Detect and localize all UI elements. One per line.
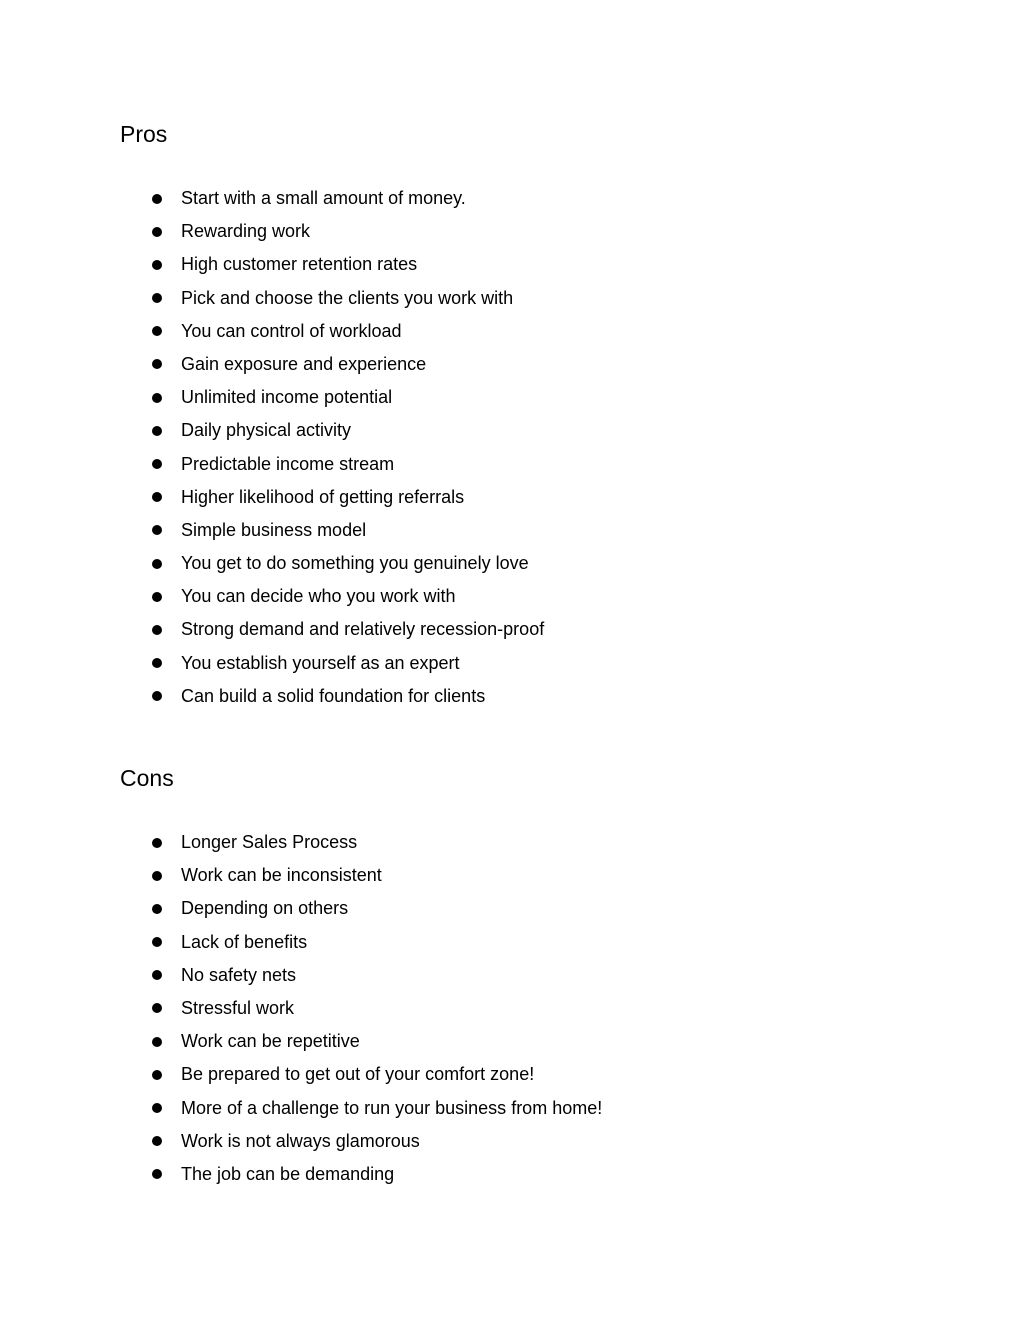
pros-item-text: Can build a solid foundation for clients — [181, 685, 486, 706]
pros-list-item — [120, 680, 544, 713]
pros-list-item — [120, 282, 544, 315]
pros-item-text: Rewarding work — [181, 221, 311, 242]
bullet-icon — [152, 658, 162, 668]
bullet-icon — [152, 326, 162, 336]
pros-list-item — [120, 348, 544, 381]
cons-list-item — [120, 992, 602, 1025]
bullet-icon — [152, 459, 162, 469]
cons-section — [120, 762, 900, 1184]
cons-item-text: No safety nets — [181, 964, 297, 985]
bullet-icon — [152, 1136, 162, 1146]
bullet-icon — [152, 227, 162, 237]
bullet-icon — [152, 1037, 162, 1047]
pros-list-item — [120, 448, 544, 481]
pros-item-text: Pick and choose the clients you work with — [181, 287, 514, 308]
pros-item-text: Gain exposure and experience — [181, 353, 427, 374]
bullet-icon — [152, 904, 162, 914]
pros-section — [120, 118, 900, 706]
cons-list-item — [120, 892, 602, 925]
cons-list-item — [120, 959, 602, 992]
pros-list-item — [120, 547, 544, 580]
pros-list-item — [120, 381, 544, 414]
pros-item-text: You can control of workload — [181, 320, 402, 341]
cons-list-item — [120, 1025, 602, 1058]
bullet-icon — [152, 1070, 162, 1080]
bullet-icon — [152, 293, 162, 303]
pros-item-text: Unlimited income potential — [181, 387, 393, 408]
pros-item-text: You establish yourself as an expert — [181, 652, 460, 673]
cons-list — [120, 826, 602, 1191]
pros-item-text: Predictable income stream — [181, 453, 395, 474]
cons-list-item — [120, 859, 602, 892]
cons-item-text: Stressful work — [181, 997, 295, 1018]
pros-item-text: Simple business model — [181, 519, 367, 540]
cons-list-item — [120, 1058, 602, 1091]
cons-item-text: Lack of benefits — [181, 931, 308, 952]
cons-item-text: Work can be inconsistent — [181, 865, 382, 886]
bullet-icon — [152, 1003, 162, 1013]
pros-list — [120, 182, 544, 713]
bullet-icon — [152, 625, 162, 635]
bullet-icon — [152, 691, 162, 701]
cons-item-text: More of a challenge to run your business from home! — [181, 1097, 603, 1118]
cons-item-text: Work can be repetitive — [181, 1031, 360, 1052]
pros-list-item — [120, 613, 544, 646]
bullet-icon — [152, 525, 162, 535]
cons-list-item — [120, 1125, 602, 1158]
pros-list-item — [120, 481, 544, 514]
cons-item-text: The job can be demanding — [181, 1163, 395, 1184]
pros-item-text: You can decide who you work with — [181, 586, 456, 607]
pros-list-item — [120, 647, 544, 680]
bullet-icon — [152, 559, 162, 569]
cons-heading: Cons — [120, 765, 174, 791]
pros-item-text: You get to do something you genuinely love — [181, 553, 529, 574]
pros-item-text: Higher likelihood of getting referrals — [181, 486, 465, 507]
bullet-icon — [152, 359, 162, 369]
bullet-icon — [152, 871, 162, 881]
bullet-icon — [152, 260, 162, 270]
bullet-icon — [152, 937, 162, 947]
cons-list-item — [120, 826, 602, 859]
cons-item-text: Work is not always glamorous — [181, 1130, 420, 1151]
bullet-icon — [152, 970, 162, 980]
bullet-icon — [152, 1103, 162, 1113]
cons-list-item — [120, 1092, 602, 1125]
bullet-icon — [152, 1169, 162, 1179]
cons-list-item — [120, 1158, 602, 1191]
bullet-icon — [152, 838, 162, 848]
bullet-icon — [152, 492, 162, 502]
pros-item-text: Strong demand and relatively recession-proof — [181, 619, 545, 640]
bullet-icon — [152, 592, 162, 602]
pros-list-item — [120, 580, 544, 613]
pros-list-item — [120, 248, 544, 281]
pros-list-item — [120, 414, 544, 447]
pros-list-item — [120, 315, 544, 348]
pros-item-text: High customer retention rates — [181, 254, 418, 275]
cons-item-text: Longer Sales Process — [181, 832, 358, 852]
pros-item-text: Start with a small amount of money. — [181, 188, 466, 208]
bullet-icon — [152, 426, 162, 436]
pros-heading: Pros — [120, 121, 168, 147]
cons-item-text: Be prepared to get out of your comfort zone! — [181, 1064, 535, 1085]
cons-item-text: Depending on others — [181, 898, 349, 919]
cons-list-item — [120, 926, 602, 959]
pros-list-item — [120, 182, 544, 215]
pros-list-item — [120, 514, 544, 547]
pros-list-item — [120, 215, 544, 248]
bullet-icon — [152, 393, 162, 403]
pros-item-text: Daily physical activity — [181, 420, 352, 441]
bullet-icon — [152, 194, 162, 204]
